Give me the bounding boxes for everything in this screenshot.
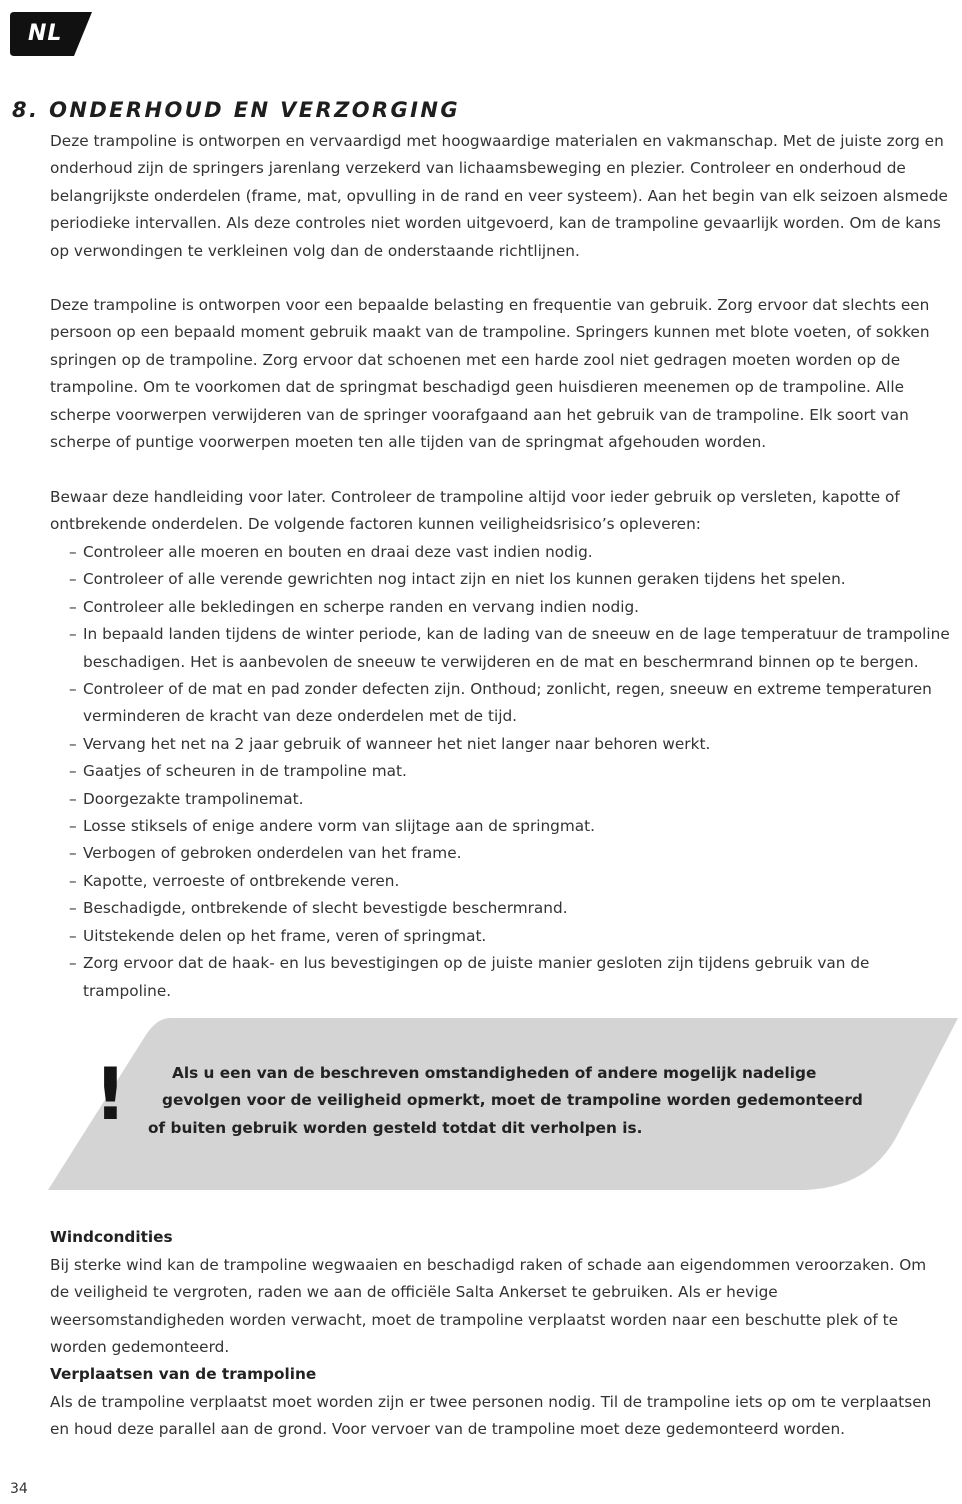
bullet-dash: – — [69, 789, 77, 808]
bullet-dash: – — [69, 926, 77, 945]
language-label: NL — [28, 21, 63, 46]
bullet-dash: – — [69, 734, 77, 753]
language-badge — [10, 12, 94, 56]
checklist-item: – Controleer of de mat en pad zonder defecten zijn. Onthoud; zonlicht, regen, sneeuw en extreme temperaturen verminderen de kracht van deze onderdelen met de tijd. — [64, 676, 954, 731]
checklist-item: – In bepaald landen tijdens de winter periode, kan de lading van de sneeuw en de lage temperatuur de trampoline beschadigen. Het is aanbevolen de sneeuw te verwijderen en de mat en beschermrand binnen op te bergen. — [64, 621, 954, 676]
checklist-item: – Uitstekende delen op het frame, veren of springmat. — [64, 923, 954, 950]
checklist-item: – Verbogen of gebroken onderdelen van het frame. — [64, 840, 954, 867]
bullet-dash: – — [69, 871, 77, 890]
bullet-dash: – — [69, 844, 77, 863]
checklist-item: – Controleer of alle verende gewrichten nog intact zijn en niet los kunnen geraken tijdens het spelen. — [64, 566, 954, 593]
warning-text-line: gevolgen voor de veiligheid opmerkt, moet de trampoline worden gedemonteerd — [162, 1091, 863, 1109]
checklist-item: – Kapotte, verroeste of ontbrekende veren. — [64, 868, 954, 895]
moving-heading: Verplaatsen van de trampoline — [50, 1365, 317, 1383]
checklist-item: – Controleer alle moeren en bouten en draai deze vast indien nodig. — [64, 539, 954, 566]
checklist-item: – Vervang het net na 2 jaar gebruik of wanneer het niet langer naar behoren werkt. — [64, 731, 954, 758]
wind-paragraph: Bij sterke wind kan de trampoline wegwaaien en beschadigd raken of schade aan eigendommen veroorzaken. Om de veiligheid te vergroten, raden we aan de officiële Salta Ankerset te gebruiken. Als er hevige weersomstandigheden worden verwacht, moet de trampoline verplaatst worden naar een beschutte plek of te worden gedemonteerd. — [50, 1256, 927, 1357]
page-number: 34 — [10, 1481, 28, 1497]
section-title: 8. ONDERHOUD EN VERZORGING — [12, 98, 461, 122]
warning-icon: ! — [94, 1052, 127, 1136]
bullet-dash: – — [69, 817, 77, 836]
bullet-dash: – — [69, 570, 77, 589]
bullet-dash: – — [69, 625, 77, 644]
safety-checklist — [64, 539, 954, 1005]
wind-heading: Windcondities — [50, 1228, 173, 1246]
bullet-dash: – — [69, 954, 77, 973]
checklist-item: – Losse stiksels of enige andere vorm van slijtage aan de springmat. — [64, 813, 954, 840]
moving-paragraph: Als de trampoline verplaatst moet worden zijn er twee personen nodig. Til de trampoline iets op om te verplaatsen en houd deze parallel aan de grond. Voor vervoer van de trampoline moet deze gedemonteerd worden. — [50, 1393, 932, 1439]
bullet-dash: – — [69, 899, 77, 918]
checklist-item: – Doorgezakte trampolinemat. — [64, 786, 954, 813]
bullet-dash: – — [69, 543, 77, 561]
bullet-dash: – — [69, 680, 77, 699]
inspection-paragraph: Bewaar deze handleiding voor later. Controleer de trampoline altijd voor ieder gebruik op versleten, kapotte of ontbrekende onderdelen. De volgende factoren kunnen veiligheidsrisico’s opleveren: — [50, 488, 900, 534]
bullet-dash: – — [69, 762, 77, 781]
checklist-item: – Gaatjes of scheuren in de trampoline mat. — [64, 758, 954, 785]
warning-text-line: Als u een van de beschreven omstandigheden of andere mogelijk nadelige — [172, 1064, 817, 1082]
checklist-item: – Controleer alle bekledingen en scherpe randen en vervang indien nodig. — [64, 594, 954, 621]
usage-paragraph: Deze trampoline is ontworpen voor een bepaalde belasting en frequentie van gebruik. Zorg ervoor dat slechts een persoon op een bepaald moment gebruik maakt van de trampoline. Springers kunnen met blote voeten, of sokken springen op de trampoline. Zorg ervoor dat schoenen met een harde zool niet gedragen moeten worden op de trampoline. Om te voorkomen dat de springmat beschadigd geen huisdieren meenemen op de trampoline. Alle scherpe voorwerpen verwijderen van de springer voorafgaand aan het gebruik van de trampoline. Elk soort van scherpe of puntige voorwerpen moeten ten alle tijden van de springmat afgehouden worden. — [50, 296, 930, 452]
bullet-dash: – — [69, 597, 77, 616]
checklist-item: – Beschadigde, ontbrekende of slecht bevestigde beschermrand. — [64, 895, 954, 922]
intro-paragraph: Deze trampoline is ontworpen en vervaardigd met hoogwaardige materialen en vakmanschap. Met de juiste zorg en onderhoud zijn de springers jarenlang verzekerd van lichaamsbeweging en plezier. Controleer en onderhoud de belangrijkste onderdelen (frame, mat, opvulling in de rand en veer systeem). Aan het begin van elk seizoen alsmede periodieke intervallen. Als deze controles niet worden uitgevoerd, kan de trampoline gevaarlijk worden. Om de kans op verwondingen te verkleinen volg dan de onderstaande richtlijnen. — [50, 132, 948, 260]
checklist-item: – Zorg ervoor dat de haak- en lus bevestigingen op de juiste manier gesloten zijn tijdens gebruik van de trampoline. — [64, 950, 954, 1005]
warning-text-line: of buiten gebruik worden gesteld totdat dit verholpen is. — [148, 1119, 643, 1137]
